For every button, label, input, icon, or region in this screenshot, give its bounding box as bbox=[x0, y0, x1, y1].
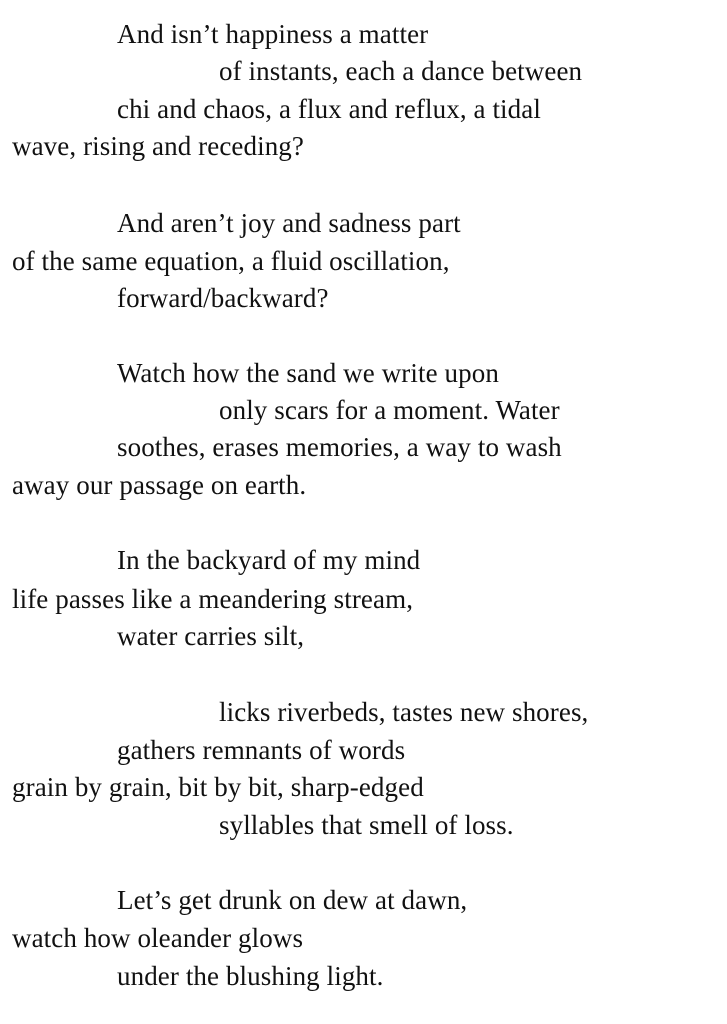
poem-line: of instants, each a dance between bbox=[219, 56, 583, 86]
poem-line: syllables that smell of loss. bbox=[219, 810, 514, 840]
poem-line: water carries silt, bbox=[117, 621, 305, 651]
poem-line: chi and chaos, a flux and reflux, a tidal bbox=[117, 94, 541, 124]
poem-line: wave, rising and receding? bbox=[12, 131, 304, 161]
poem-line: gathers remnants of words bbox=[117, 735, 406, 765]
poem-line: And aren’t joy and sadness part bbox=[117, 208, 461, 238]
poem-line: Let’s get drunk on dew at dawn, bbox=[117, 885, 468, 915]
poem-line: Watch how the sand we write upon bbox=[117, 358, 499, 388]
poem-line: watch how oleander glows bbox=[12, 923, 304, 953]
poem-line: under the blushing light. bbox=[117, 961, 384, 991]
poem-line: And isn’t happiness a matter bbox=[117, 19, 429, 49]
poem-line: away our passage on earth. bbox=[12, 470, 307, 500]
poem-line: grain by grain, bit by bit, sharp-edged bbox=[12, 772, 424, 802]
poem-line: life passes like a meandering stream, bbox=[12, 584, 414, 614]
poem-line: of the same equation, a fluid oscillation, bbox=[12, 246, 450, 276]
poem-line: only scars for a moment. Water bbox=[219, 395, 560, 425]
poem-line: soothes, erases memories, a way to wash bbox=[117, 432, 562, 462]
poem-line: In the backyard of my mind bbox=[117, 545, 421, 575]
poem-line: forward/backward? bbox=[117, 283, 329, 313]
poem-line: licks riverbeds, tastes new shores, bbox=[219, 697, 589, 727]
